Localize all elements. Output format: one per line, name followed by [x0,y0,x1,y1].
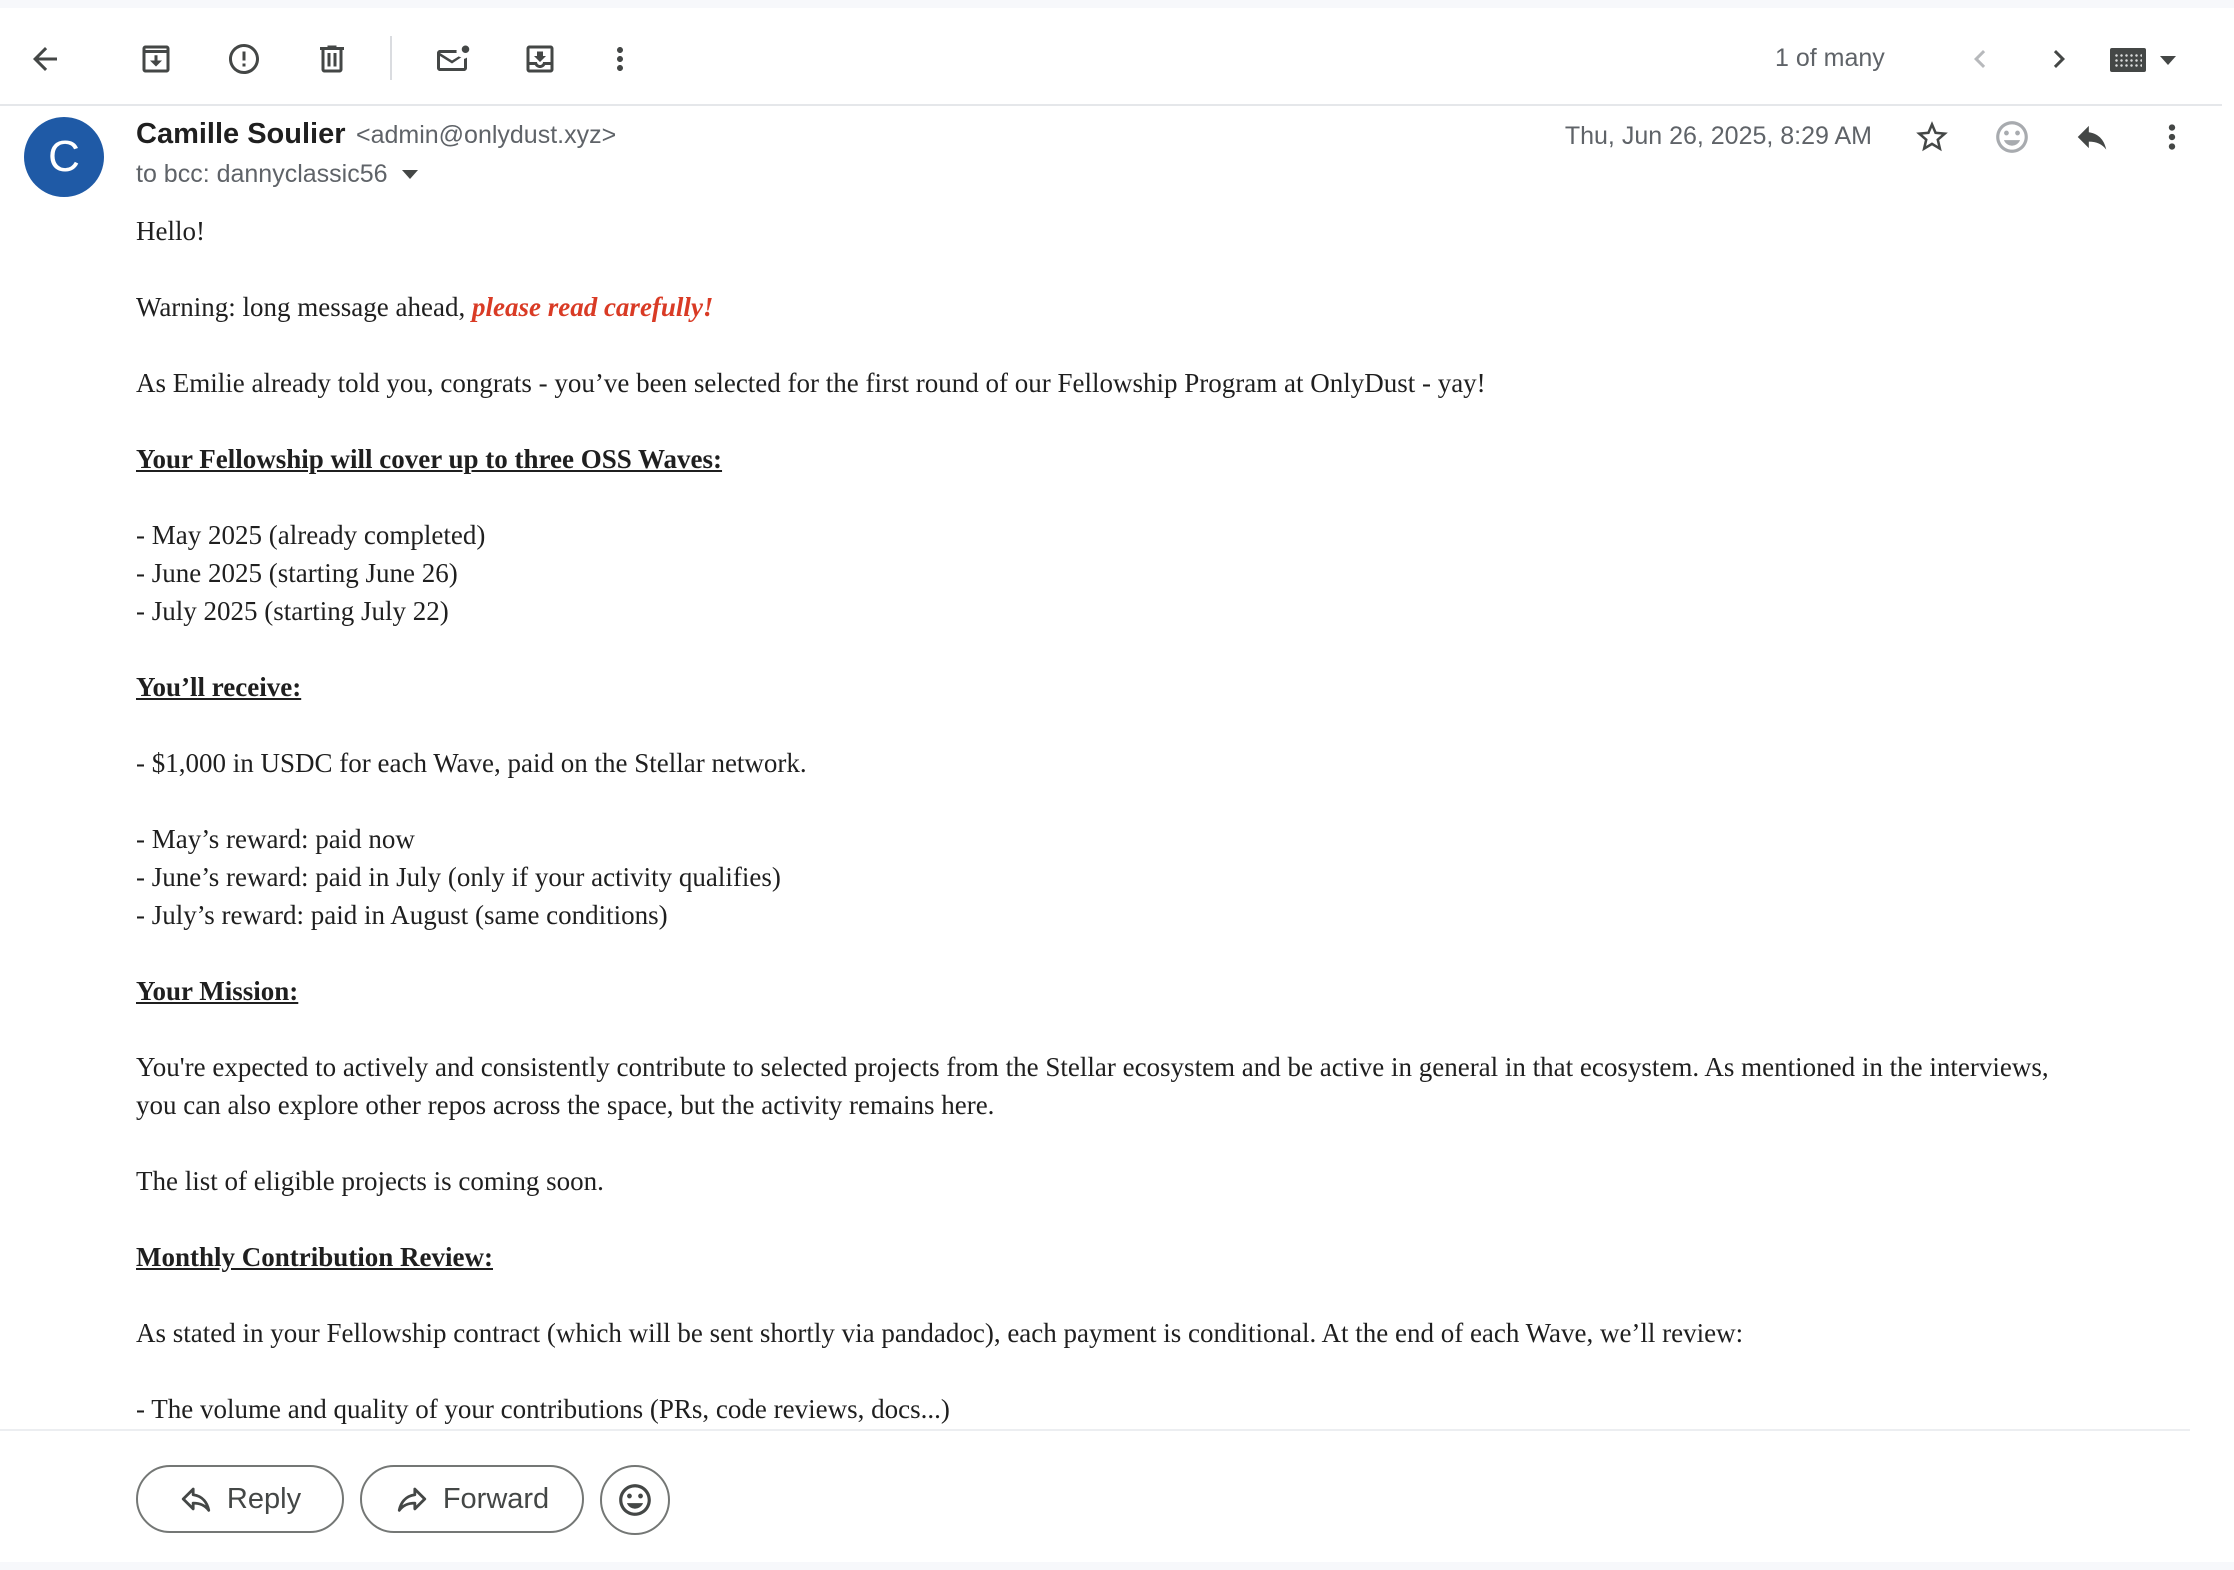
reward-summary: - $1,000 in USDC for each Wave, paid on the Stellar network. [136,748,807,778]
forward-icon [395,1482,429,1516]
review-intro: As stated in your Fellowship contract (which will be sent shortly via pandadoc), each payment is conditional. At the end of each Wave, we’ll review: [136,1318,1744,1348]
star-button[interactable] [1907,112,1957,162]
emoji-icon [1993,118,2031,156]
reply-label: Reply [226,1482,302,1515]
recipient-label: to bcc: dannyclassic56 [136,160,388,188]
warning-line [136,288,2176,326]
back-button[interactable] [20,34,70,84]
forward-pill-button[interactable] [360,1465,584,1533]
emoji-reaction-button[interactable] [600,1465,670,1535]
more-actions-button[interactable] [595,34,645,84]
sender-name[interactable]: Camille Soulier [136,118,346,150]
report-spam-icon [226,41,262,77]
report-spam-button[interactable] [219,34,269,84]
trash-icon [314,41,350,77]
eligible-projects: The list of eligible projects is coming soon. [136,1166,604,1196]
mission-line: You're expected to actively and consistently contribute to selected projects from the Stellar ecosystem and be active in general in that ecosystem. As mentioned in the interviews, [136,1052,2049,1082]
mark-unread-icon [434,41,470,77]
message-toolbar [0,8,2222,106]
sender-email: <admin@onlydust.xyz> [355,121,617,149]
input-tools-button[interactable] [2110,38,2190,82]
recipient-line [136,160,418,189]
list-item: - June 2025 (starting June 26) [136,558,458,588]
chevron-right-icon [2041,41,2077,77]
list-item: - June’s reward: paid in July (only if your activity qualifies) [136,862,781,892]
newer-button[interactable] [1955,34,2005,84]
show-details-icon[interactable] [402,170,418,179]
list-item: - July’s reward: paid in August (same conditions) [136,900,668,930]
intro-paragraph: As Emilie already told you, congrats - you’ve been selected for the first round of our Fellowship Program at OnlyDust - yay! [136,368,1486,398]
list-item: - May 2025 (already completed) [136,520,486,550]
list-item: - The volume and quality of your contributions (PRs, code reviews, docs...) [136,1394,950,1424]
more-vert-icon [2153,118,2191,156]
star-icon [1913,118,1951,156]
top-strip [0,0,2234,8]
bottom-strip [0,1562,2234,1570]
delete-button[interactable] [307,34,357,84]
archive-button[interactable] [131,34,181,84]
reply-icon [2073,118,2111,156]
more-vert-icon [602,41,638,77]
section-heading-mission: Your Mission: [136,976,299,1006]
mark-unread-button[interactable] [427,34,477,84]
avatar[interactable]: C [24,117,104,197]
move-to-inbox-icon [522,41,558,77]
message-more-button[interactable] [2147,112,2197,162]
section-heading-receive: You’ll receive: [136,672,302,702]
list-item: - May’s reward: paid now [136,824,415,854]
older-button[interactable] [2034,34,2084,84]
section-heading-review: Monthly Contribution Review: [136,1242,493,1272]
warning-prefix: Warning: long message ahead, [136,292,472,322]
message-date: Thu, Jun 26, 2025, 8:29 AM [1564,122,1872,150]
archive-icon [138,41,174,77]
section-heading-waves: Your Fellowship will cover up to three OSS Waves: [136,444,723,474]
reply-icon [179,1482,213,1516]
add-reaction-button[interactable] [1987,112,2037,162]
chevron-down-icon [2160,56,2176,65]
list-item: - July 2025 (starting July 22) [136,596,449,626]
sender [136,118,616,151]
mission-line: you can also explore other repos across the space, but the activity remains here. [136,1090,995,1120]
greeting: Hello! [136,216,205,246]
message-body [136,212,2176,1428]
footer-divider [0,1429,2190,1431]
reply-pill-button[interactable] [136,1465,344,1533]
arrow-left-icon [27,41,63,77]
emoji-icon [616,1481,654,1519]
toolbar-divider [390,36,392,80]
warning-emphasis: please read carefully! [471,292,714,322]
chevron-left-icon [1962,41,1998,77]
reply-button[interactable] [2067,112,2117,162]
forward-label: Forward [442,1482,550,1515]
pager-label: 1 of many [1775,44,1885,72]
move-to-button[interactable] [515,34,565,84]
keyboard-icon [2110,48,2146,72]
